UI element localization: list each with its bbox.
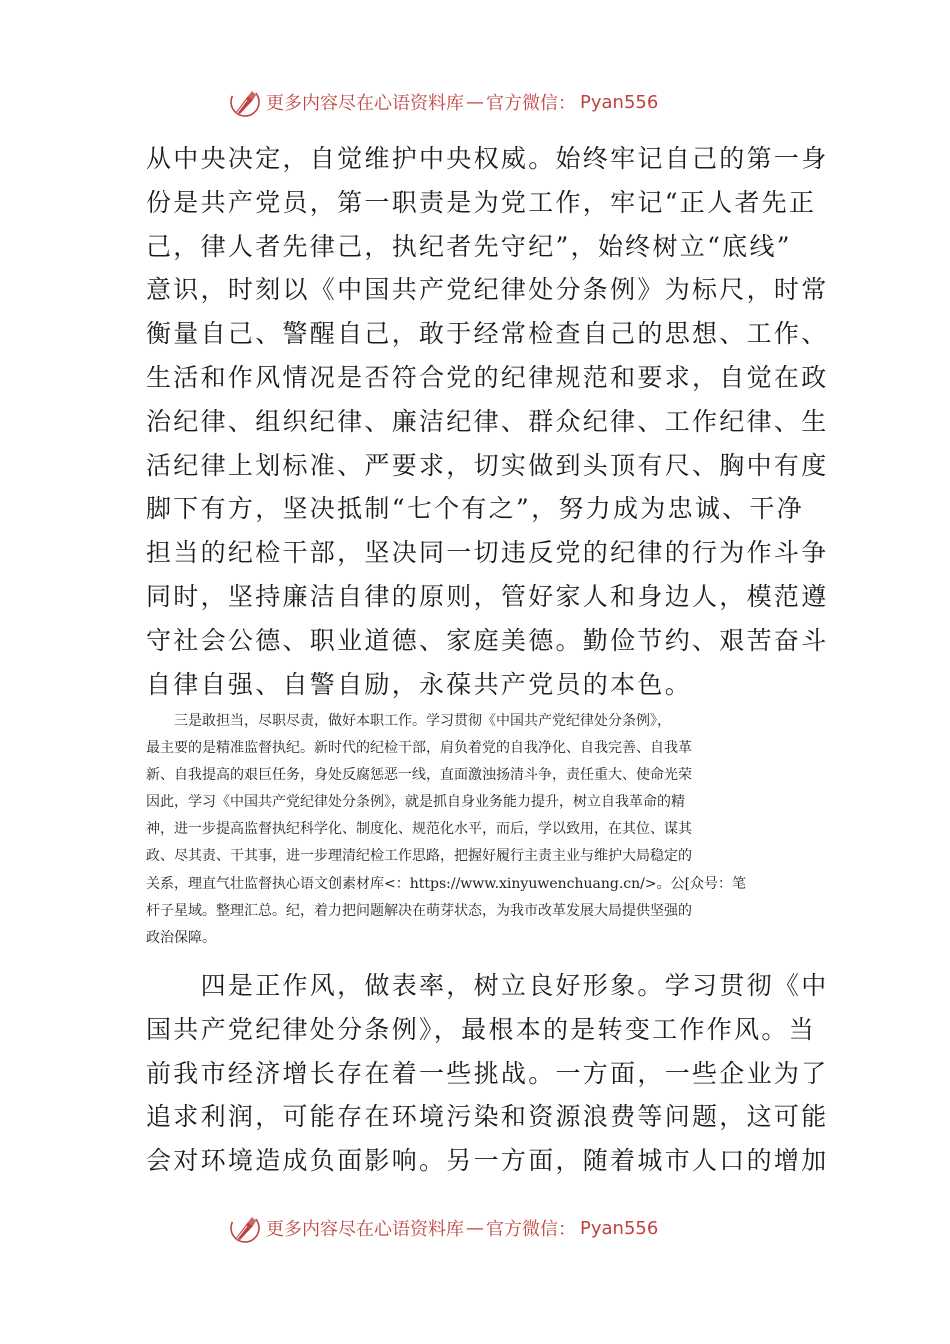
text-line: 追求利润，可能存在环境污染和资源浪费等问题，这可能 — [146, 1102, 829, 1132]
banner-dash: — — [466, 1217, 484, 1239]
footer-banner — [228, 1210, 748, 1246]
text-line: 关系，理直气壮监督执心语文创素材库<：https://www.xinyuwenchuang.cn/>。公[众号：笔 — [146, 875, 747, 892]
text-line: 会对环境造成负面影响。另一方面，随着城市人口的增加 — [146, 1146, 829, 1176]
text-line: 国共产党纪律处分条例》，最根本的是转变工作作风。当 — [146, 1014, 817, 1044]
body-paragraph-1 — [146, 137, 829, 706]
body-paragraph-3 — [146, 964, 829, 1183]
text-line: 因此，学习《中国共产党纪律处分条例》，就是抓自身业务能力提升，树立自我革命的精 — [146, 794, 685, 811]
body-paragraph-2-small — [146, 708, 810, 952]
text-line: 活纪律上划标准、严要求，切实做到头顶有尺、胸中有度 — [146, 450, 829, 480]
text-line: 杆子星域。整理汇总。纪，着力把问题解决在萌芽状态，为我市改革发展大局提供坚强的 — [146, 902, 692, 919]
banner-wechat-label: 官方微信： — [486, 1219, 576, 1240]
pen-nib-logo-icon — [228, 1211, 262, 1245]
text-line: 治纪律、组织纪律、廉洁纪律、群众纪律、工作纪律、生 — [146, 406, 829, 436]
banner-wechat-label: 官方微信： — [486, 93, 576, 114]
text-line: 生活和作风情况是否符合党的纪律规范和要求，自觉在政 — [146, 362, 829, 392]
text-line: 新、自我提高的艰巨任务，身处反腐惩恶一线，直面激浊扬清斗争，责任重大、使命光荣 — [146, 767, 692, 784]
banner-dash: — — [466, 91, 484, 113]
pen-nib-logo-icon — [228, 85, 262, 119]
banner-wechat-id: Pyan556 — [580, 91, 659, 113]
header-banner — [228, 84, 748, 120]
text-line: 前我市经济增长存在着一些挑战。一方面，一些企业为了 — [146, 1058, 829, 1088]
text-line: 脚下有方，坚决抵制“七个有之”，努力成为忠诚、干净 — [146, 494, 805, 524]
text-line: 四是正作风，做表率，树立良好形象。学习贯彻《中 — [146, 971, 829, 1000]
text-line: 同时，坚持廉洁自律的原则，管好家人和身边人，模范遵 — [146, 581, 829, 611]
text-line: 守社会公德、职业道德、家庭美德。勤俭节约、艰苦奋斗 — [146, 625, 829, 655]
text-line: 份是共产党员，第一职责是为党工作，牢记“正人者先正 — [146, 187, 817, 217]
text-line: 政、尽其责、干其事，进一步理清纪检工作思路，把握好履行主责主业与维护大局稳定的 — [146, 848, 692, 865]
text-line: 政治保障。 — [146, 929, 216, 946]
text-line: 三是敢担当，尽职尽责，做好本职工作。学习贯彻《中国共产党纪律处分条例》， — [146, 713, 671, 729]
text-line: 意识，时刻以《中国共产党纪律处分条例》为标尺，时常 — [146, 275, 829, 305]
text-line: 担当的纪检干部，坚决同一切违反党的纪律的行为作斗争 — [146, 538, 829, 568]
text-line: 己，律人者先律己，执纪者先守纪”，始终树立“底线” — [146, 231, 792, 261]
text-line: 从中央决定，自觉维护中央权威。始终牢记自己的第一身 — [146, 144, 829, 173]
text-line: 神，进一步提高监督执纪科学化、制度化、规范化水平，而后，学以致用，在其位、谋其 — [146, 821, 692, 838]
text-line: 最主要的是精准监督执纪。新时代的纪检干部，肩负着党的自我净化、自我完善、自我革 — [146, 740, 692, 757]
banner-text: 更多内容尽在心语资料库 — [266, 1219, 464, 1240]
text-line: 自律自强、自警自励，永葆共产党员的本色。 — [146, 669, 693, 699]
banner-wechat-id: Pyan556 — [580, 1217, 659, 1239]
banner-text: 更多内容尽在心语资料库 — [266, 93, 464, 114]
text-line: 衡量自己、警醒自己，敢于经常检查自己的思想、工作、 — [146, 319, 829, 349]
